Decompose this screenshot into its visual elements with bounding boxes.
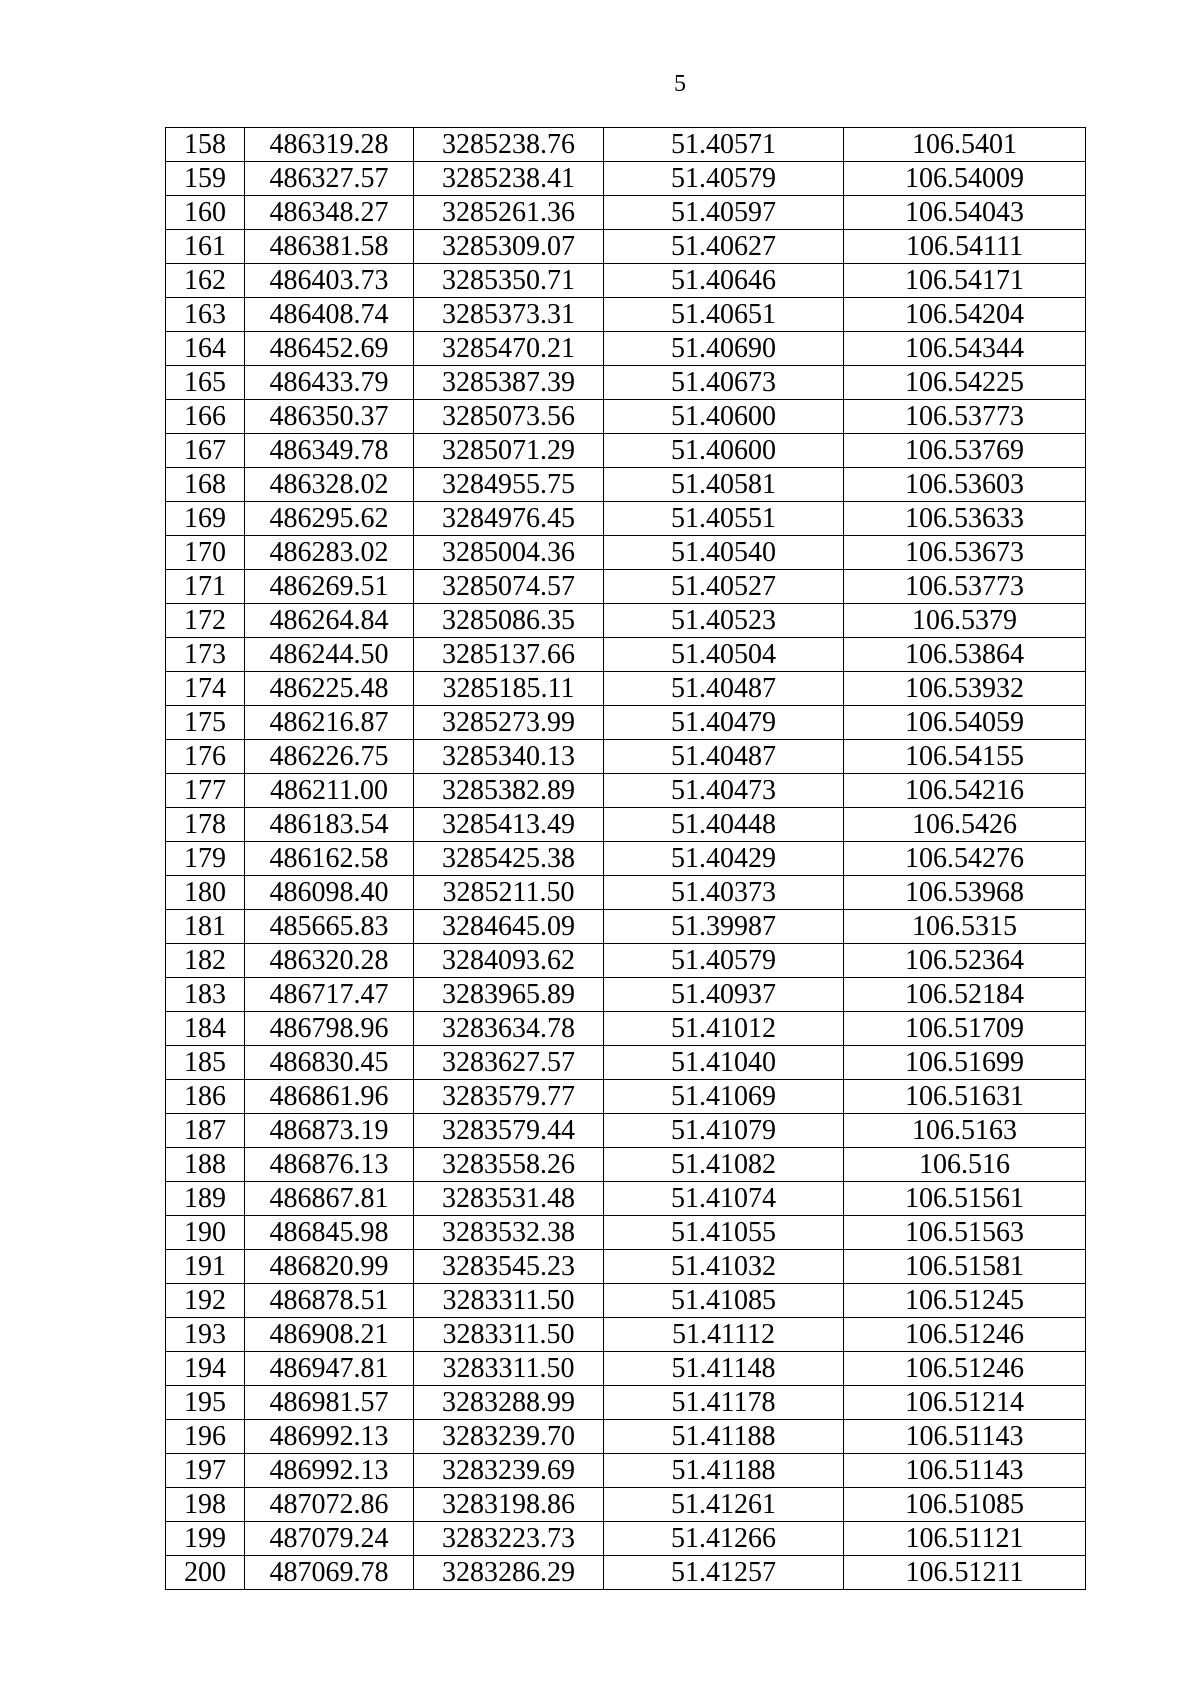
y-coordinate-cell: 3283239.70 — [414, 1420, 604, 1454]
longitude-cell: 106.54059 — [844, 706, 1086, 740]
x-coordinate-cell: 486433.79 — [245, 366, 414, 400]
longitude-cell: 106.53773 — [844, 400, 1086, 434]
y-coordinate-cell: 3283965.89 — [414, 978, 604, 1012]
latitude-cell: 51.41188 — [604, 1454, 844, 1488]
latitude-cell: 51.40373 — [604, 876, 844, 910]
longitude-cell: 106.53968 — [844, 876, 1086, 910]
point-number-cell: 195 — [166, 1386, 245, 1420]
point-number-cell: 159 — [166, 162, 245, 196]
latitude-cell: 51.40673 — [604, 366, 844, 400]
coordinates-table-body — [166, 128, 1086, 1590]
longitude-cell: 106.51214 — [844, 1386, 1086, 1420]
longitude-cell: 106.51581 — [844, 1250, 1086, 1284]
longitude-cell: 106.54276 — [844, 842, 1086, 876]
point-number-cell: 170 — [166, 536, 245, 570]
longitude-cell: 106.5401 — [844, 128, 1086, 162]
x-coordinate-cell: 486381.58 — [245, 230, 414, 264]
y-coordinate-cell: 3283579.44 — [414, 1114, 604, 1148]
latitude-cell: 51.40473 — [604, 774, 844, 808]
y-coordinate-cell: 3285387.39 — [414, 366, 604, 400]
x-coordinate-cell: 486878.51 — [245, 1284, 414, 1318]
y-coordinate-cell: 3283223.73 — [414, 1522, 604, 1556]
latitude-cell: 51.40540 — [604, 536, 844, 570]
latitude-cell: 51.41055 — [604, 1216, 844, 1250]
x-coordinate-cell: 486717.47 — [245, 978, 414, 1012]
point-number-cell: 198 — [166, 1488, 245, 1522]
x-coordinate-cell: 486403.73 — [245, 264, 414, 298]
table-row — [166, 400, 1086, 434]
x-coordinate-cell: 486830.45 — [245, 1046, 414, 1080]
longitude-cell: 106.53673 — [844, 536, 1086, 570]
point-number-cell: 163 — [166, 298, 245, 332]
y-coordinate-cell: 3283239.69 — [414, 1454, 604, 1488]
x-coordinate-cell: 486098.40 — [245, 876, 414, 910]
longitude-cell: 106.51085 — [844, 1488, 1086, 1522]
table-row — [166, 1284, 1086, 1318]
table-row — [166, 1012, 1086, 1046]
point-number-cell: 179 — [166, 842, 245, 876]
x-coordinate-cell: 486244.50 — [245, 638, 414, 672]
point-number-cell: 191 — [166, 1250, 245, 1284]
y-coordinate-cell: 3284955.75 — [414, 468, 604, 502]
table-row — [166, 332, 1086, 366]
x-coordinate-cell: 486320.28 — [245, 944, 414, 978]
table-row — [166, 638, 1086, 672]
point-number-cell: 166 — [166, 400, 245, 434]
table-row — [166, 1250, 1086, 1284]
longitude-cell: 106.54009 — [844, 162, 1086, 196]
y-coordinate-cell: 3284976.45 — [414, 502, 604, 536]
latitude-cell: 51.40551 — [604, 502, 844, 536]
y-coordinate-cell: 3285238.76 — [414, 128, 604, 162]
latitude-cell: 51.40646 — [604, 264, 844, 298]
longitude-cell: 106.5163 — [844, 1114, 1086, 1148]
latitude-cell: 51.40581 — [604, 468, 844, 502]
point-number-cell: 192 — [166, 1284, 245, 1318]
y-coordinate-cell: 3283311.50 — [414, 1284, 604, 1318]
table-row — [166, 1352, 1086, 1386]
x-coordinate-cell: 486225.48 — [245, 672, 414, 706]
x-coordinate-cell: 486269.51 — [245, 570, 414, 604]
table-row — [166, 1386, 1086, 1420]
y-coordinate-cell: 3285273.99 — [414, 706, 604, 740]
latitude-cell: 51.40597 — [604, 196, 844, 230]
y-coordinate-cell: 3285350.71 — [414, 264, 604, 298]
point-number-cell: 178 — [166, 808, 245, 842]
longitude-cell: 106.53932 — [844, 672, 1086, 706]
x-coordinate-cell: 486295.62 — [245, 502, 414, 536]
table-row — [166, 1454, 1086, 1488]
table-row — [166, 502, 1086, 536]
point-number-cell: 193 — [166, 1318, 245, 1352]
point-number-cell: 184 — [166, 1012, 245, 1046]
latitude-cell: 51.40479 — [604, 706, 844, 740]
latitude-cell: 51.40429 — [604, 842, 844, 876]
x-coordinate-cell: 486264.84 — [245, 604, 414, 638]
latitude-cell: 51.40579 — [604, 162, 844, 196]
table-row — [166, 1522, 1086, 1556]
longitude-cell: 106.54155 — [844, 740, 1086, 774]
latitude-cell: 51.40600 — [604, 400, 844, 434]
table-row — [166, 1080, 1086, 1114]
x-coordinate-cell: 486350.37 — [245, 400, 414, 434]
table-row — [166, 1488, 1086, 1522]
longitude-cell: 106.51143 — [844, 1420, 1086, 1454]
table-row — [166, 672, 1086, 706]
table-row — [166, 264, 1086, 298]
table-row — [166, 1318, 1086, 1352]
point-number-cell: 172 — [166, 604, 245, 638]
point-number-cell: 188 — [166, 1148, 245, 1182]
x-coordinate-cell: 486162.58 — [245, 842, 414, 876]
latitude-cell: 51.41079 — [604, 1114, 844, 1148]
longitude-cell: 106.51561 — [844, 1182, 1086, 1216]
latitude-cell: 51.40504 — [604, 638, 844, 672]
table-row — [166, 128, 1086, 162]
x-coordinate-cell: 486873.19 — [245, 1114, 414, 1148]
point-number-cell: 185 — [166, 1046, 245, 1080]
point-number-cell: 174 — [166, 672, 245, 706]
longitude-cell: 106.5379 — [844, 604, 1086, 638]
point-number-cell: 165 — [166, 366, 245, 400]
x-coordinate-cell: 486981.57 — [245, 1386, 414, 1420]
point-number-cell: 181 — [166, 910, 245, 944]
longitude-cell: 106.51631 — [844, 1080, 1086, 1114]
point-number-cell: 164 — [166, 332, 245, 366]
latitude-cell: 51.41261 — [604, 1488, 844, 1522]
y-coordinate-cell: 3285470.21 — [414, 332, 604, 366]
latitude-cell: 51.41188 — [604, 1420, 844, 1454]
longitude-cell: 106.51211 — [844, 1556, 1086, 1590]
y-coordinate-cell: 3283288.99 — [414, 1386, 604, 1420]
x-coordinate-cell: 487069.78 — [245, 1556, 414, 1590]
table-row — [166, 978, 1086, 1012]
y-coordinate-cell: 3285238.41 — [414, 162, 604, 196]
longitude-cell: 106.51246 — [844, 1352, 1086, 1386]
table-row — [166, 570, 1086, 604]
latitude-cell: 51.41040 — [604, 1046, 844, 1080]
y-coordinate-cell: 3285425.38 — [414, 842, 604, 876]
y-coordinate-cell: 3285211.50 — [414, 876, 604, 910]
latitude-cell: 51.41074 — [604, 1182, 844, 1216]
point-number-cell: 162 — [166, 264, 245, 298]
longitude-cell: 106.53633 — [844, 502, 1086, 536]
y-coordinate-cell: 3285382.89 — [414, 774, 604, 808]
point-number-cell: 180 — [166, 876, 245, 910]
point-number-cell: 167 — [166, 434, 245, 468]
y-coordinate-cell: 3285137.66 — [414, 638, 604, 672]
point-number-cell: 186 — [166, 1080, 245, 1114]
table-row — [166, 230, 1086, 264]
latitude-cell: 51.40571 — [604, 128, 844, 162]
longitude-cell: 106.53603 — [844, 468, 1086, 502]
latitude-cell: 51.39987 — [604, 910, 844, 944]
longitude-cell: 106.51246 — [844, 1318, 1086, 1352]
y-coordinate-cell: 3285185.11 — [414, 672, 604, 706]
y-coordinate-cell: 3283311.50 — [414, 1352, 604, 1386]
latitude-cell: 51.40600 — [604, 434, 844, 468]
table-row — [166, 1420, 1086, 1454]
latitude-cell: 51.41112 — [604, 1318, 844, 1352]
longitude-cell: 106.51563 — [844, 1216, 1086, 1250]
y-coordinate-cell: 3285413.49 — [414, 808, 604, 842]
longitude-cell: 106.5426 — [844, 808, 1086, 842]
longitude-cell: 106.54204 — [844, 298, 1086, 332]
y-coordinate-cell: 3285340.13 — [414, 740, 604, 774]
table-row — [166, 740, 1086, 774]
longitude-cell: 106.516 — [844, 1148, 1086, 1182]
point-number-cell: 177 — [166, 774, 245, 808]
x-coordinate-cell: 486348.27 — [245, 196, 414, 230]
x-coordinate-cell: 486845.98 — [245, 1216, 414, 1250]
longitude-cell: 106.54043 — [844, 196, 1086, 230]
longitude-cell: 106.52184 — [844, 978, 1086, 1012]
table-row — [166, 1216, 1086, 1250]
point-number-cell: 169 — [166, 502, 245, 536]
y-coordinate-cell: 3283634.78 — [414, 1012, 604, 1046]
y-coordinate-cell: 3283532.38 — [414, 1216, 604, 1250]
x-coordinate-cell: 486226.75 — [245, 740, 414, 774]
y-coordinate-cell: 3285373.31 — [414, 298, 604, 332]
latitude-cell: 51.41148 — [604, 1352, 844, 1386]
latitude-cell: 51.41085 — [604, 1284, 844, 1318]
point-number-cell: 175 — [166, 706, 245, 740]
y-coordinate-cell: 3283545.23 — [414, 1250, 604, 1284]
point-number-cell: 190 — [166, 1216, 245, 1250]
y-coordinate-cell: 3283286.29 — [414, 1556, 604, 1590]
y-coordinate-cell: 3284645.09 — [414, 910, 604, 944]
point-number-cell: 200 — [166, 1556, 245, 1590]
point-number-cell: 183 — [166, 978, 245, 1012]
longitude-cell: 106.51699 — [844, 1046, 1086, 1080]
point-number-cell: 160 — [166, 196, 245, 230]
latitude-cell: 51.41178 — [604, 1386, 844, 1420]
table-row — [166, 604, 1086, 638]
latitude-cell: 51.41069 — [604, 1080, 844, 1114]
x-coordinate-cell: 486349.78 — [245, 434, 414, 468]
longitude-cell: 106.54225 — [844, 366, 1086, 400]
table-row — [166, 774, 1086, 808]
latitude-cell: 51.40937 — [604, 978, 844, 1012]
y-coordinate-cell: 3285309.07 — [414, 230, 604, 264]
point-number-cell: 194 — [166, 1352, 245, 1386]
y-coordinate-cell: 3285073.56 — [414, 400, 604, 434]
y-coordinate-cell: 3283198.86 — [414, 1488, 604, 1522]
table-row — [166, 536, 1086, 570]
table-row — [166, 808, 1086, 842]
longitude-cell: 106.53773 — [844, 570, 1086, 604]
latitude-cell: 51.41257 — [604, 1556, 844, 1590]
latitude-cell: 51.41266 — [604, 1522, 844, 1556]
latitude-cell: 51.40523 — [604, 604, 844, 638]
table-row — [166, 706, 1086, 740]
x-coordinate-cell: 486992.13 — [245, 1454, 414, 1488]
table-row — [166, 842, 1086, 876]
latitude-cell: 51.40690 — [604, 332, 844, 366]
point-number-cell: 176 — [166, 740, 245, 774]
x-coordinate-cell: 486183.54 — [245, 808, 414, 842]
longitude-cell: 106.51245 — [844, 1284, 1086, 1318]
x-coordinate-cell: 486211.00 — [245, 774, 414, 808]
x-coordinate-cell: 486867.81 — [245, 1182, 414, 1216]
x-coordinate-cell: 486319.28 — [245, 128, 414, 162]
point-number-cell: 189 — [166, 1182, 245, 1216]
longitude-cell: 106.53769 — [844, 434, 1086, 468]
longitude-cell: 106.54216 — [844, 774, 1086, 808]
y-coordinate-cell: 3283531.48 — [414, 1182, 604, 1216]
point-number-cell: 182 — [166, 944, 245, 978]
latitude-cell: 51.40627 — [604, 230, 844, 264]
table-row — [166, 1148, 1086, 1182]
point-number-cell: 196 — [166, 1420, 245, 1454]
point-number-cell: 171 — [166, 570, 245, 604]
x-coordinate-cell: 486328.02 — [245, 468, 414, 502]
longitude-cell: 106.53864 — [844, 638, 1086, 672]
x-coordinate-cell: 486408.74 — [245, 298, 414, 332]
y-coordinate-cell: 3285074.57 — [414, 570, 604, 604]
longitude-cell: 106.51121 — [844, 1522, 1086, 1556]
table-row — [166, 434, 1086, 468]
table-row — [166, 196, 1086, 230]
point-number-cell: 161 — [166, 230, 245, 264]
table-row — [166, 1182, 1086, 1216]
longitude-cell: 106.54111 — [844, 230, 1086, 264]
coordinates-table — [165, 127, 1086, 1590]
table-row — [166, 298, 1086, 332]
y-coordinate-cell: 3283579.77 — [414, 1080, 604, 1114]
x-coordinate-cell: 486820.99 — [245, 1250, 414, 1284]
latitude-cell: 51.40579 — [604, 944, 844, 978]
table-row — [166, 366, 1086, 400]
x-coordinate-cell: 486452.69 — [245, 332, 414, 366]
longitude-cell: 106.54344 — [844, 332, 1086, 366]
latitude-cell: 51.40448 — [604, 808, 844, 842]
table-row — [166, 1114, 1086, 1148]
y-coordinate-cell: 3283558.26 — [414, 1148, 604, 1182]
x-coordinate-cell: 486861.96 — [245, 1080, 414, 1114]
point-number-cell: 199 — [166, 1522, 245, 1556]
x-coordinate-cell: 486327.57 — [245, 162, 414, 196]
y-coordinate-cell: 3285071.29 — [414, 434, 604, 468]
latitude-cell: 51.41012 — [604, 1012, 844, 1046]
x-coordinate-cell: 486947.81 — [245, 1352, 414, 1386]
y-coordinate-cell: 3283627.57 — [414, 1046, 604, 1080]
x-coordinate-cell: 487079.24 — [245, 1522, 414, 1556]
longitude-cell: 106.52364 — [844, 944, 1086, 978]
latitude-cell: 51.40487 — [604, 740, 844, 774]
x-coordinate-cell: 486876.13 — [245, 1148, 414, 1182]
point-number-cell: 187 — [166, 1114, 245, 1148]
x-coordinate-cell: 485665.83 — [245, 910, 414, 944]
page-number: 5 — [674, 71, 686, 97]
x-coordinate-cell: 486283.02 — [245, 536, 414, 570]
table-row — [166, 876, 1086, 910]
x-coordinate-cell: 486798.96 — [245, 1012, 414, 1046]
latitude-cell: 51.40487 — [604, 672, 844, 706]
y-coordinate-cell: 3284093.62 — [414, 944, 604, 978]
longitude-cell: 106.54171 — [844, 264, 1086, 298]
y-coordinate-cell: 3283311.50 — [414, 1318, 604, 1352]
latitude-cell: 51.41032 — [604, 1250, 844, 1284]
longitude-cell: 106.51143 — [844, 1454, 1086, 1488]
x-coordinate-cell: 487072.86 — [245, 1488, 414, 1522]
table-row — [166, 468, 1086, 502]
point-number-cell: 168 — [166, 468, 245, 502]
latitude-cell: 51.40651 — [604, 298, 844, 332]
latitude-cell: 51.41082 — [604, 1148, 844, 1182]
y-coordinate-cell: 3285086.35 — [414, 604, 604, 638]
table-row — [166, 1556, 1086, 1590]
longitude-cell: 106.51709 — [844, 1012, 1086, 1046]
latitude-cell: 51.40527 — [604, 570, 844, 604]
x-coordinate-cell: 486992.13 — [245, 1420, 414, 1454]
y-coordinate-cell: 3285004.36 — [414, 536, 604, 570]
x-coordinate-cell: 486216.87 — [245, 706, 414, 740]
point-number-cell: 173 — [166, 638, 245, 672]
table-row — [166, 910, 1086, 944]
table-row — [166, 162, 1086, 196]
longitude-cell: 106.5315 — [844, 910, 1086, 944]
point-number-cell: 158 — [166, 128, 245, 162]
y-coordinate-cell: 3285261.36 — [414, 196, 604, 230]
table-row — [166, 1046, 1086, 1080]
x-coordinate-cell: 486908.21 — [245, 1318, 414, 1352]
point-number-cell: 197 — [166, 1454, 245, 1488]
table-row — [166, 944, 1086, 978]
